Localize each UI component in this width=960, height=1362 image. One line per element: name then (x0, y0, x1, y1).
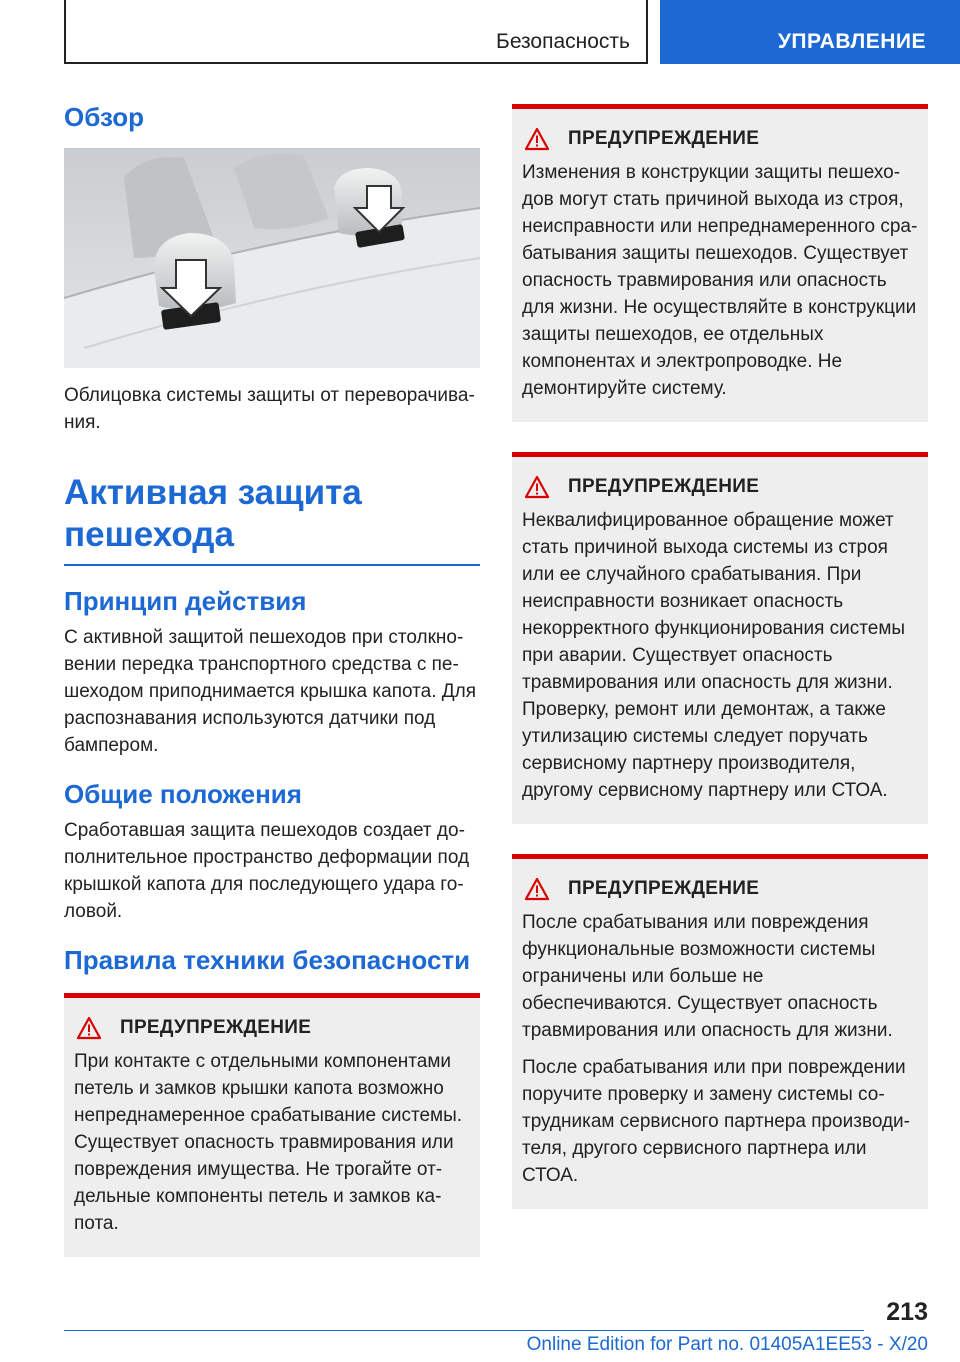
main-heading-block (64, 472, 480, 566)
warning-title: ПРЕДУПРЕЖДЕНИЕ (568, 476, 760, 497)
warning-triangle-icon (76, 1016, 102, 1040)
warning-triangle-icon (524, 127, 550, 151)
warning-box (64, 993, 480, 1257)
right-column (512, 104, 928, 1209)
warning-header (74, 1016, 470, 1040)
rollover-protection-photo (64, 148, 480, 368)
warning-title: ПРЕДУПРЕЖДЕНИЕ (568, 128, 760, 149)
warning-box (512, 452, 928, 824)
warning-title: ПРЕДУПРЕЖДЕНИЕ (568, 878, 760, 899)
footer-edition: Online Edition for Part no. 01405A1EE53 - X/20 (526, 1334, 928, 1355)
principle-section (64, 584, 480, 759)
warning-triangle-icon (524, 475, 550, 499)
principle-text: С активной защитой пешеходов при столкновении передка транспортного средства с пешеходом приподнимается крышка капота. Для распознавания используются датчики под бампером. (64, 627, 476, 756)
left-column (64, 100, 480, 1257)
header-chapter-box (660, 0, 960, 64)
warning-title: ПРЕДУПРЕЖДЕНИЕ (120, 1017, 312, 1038)
image-caption: Облицовка системы защиты от переворачивания. (64, 385, 475, 433)
warning-header (522, 475, 918, 499)
section-title: Безопасность (496, 30, 630, 53)
warning-text: При контакте с отдельными компонентами петель и замков крышки капота возможно непреднамеренное срабатывание системы. Существует опасность травмирования или повреждения имущества. Не трогайте отдельные компоненты петель и замков капота. (74, 1051, 463, 1234)
principle-title: Принцип действия (64, 586, 307, 616)
general-section (64, 777, 480, 925)
overview-title: Обзор (64, 102, 144, 132)
safety-title: Правила техники безопасности (64, 945, 471, 975)
warning-text: Неквалифицированное обращение может стать причиной выхода системы из строя или ее случайного срабатывания. При неисправности возникает опасность некорректного функционирования системы при аварии. Существует опасность травмирования или опасность для жизни. Проверку, ремонт или демонтаж, а также утилизацию системы следует поручать сервисному партнеру производителя, другому сервисному партнеру или СТОА. (522, 510, 906, 801)
warning-text: Изменения в конструкции защиты пешеходов могут стать причиной выхода из строя, неисправности или непреднамеренного срабатывания защиты пешеходов. Существует опасность травмирования или опасность для жизни. Не осуществляйте в конструкции защиты пешеходов, ее отдельных компонентах и электропроводке. Не демонтируйте систему. (522, 162, 918, 399)
warning-box (512, 104, 928, 422)
warning-text: После срабатывания или повреждения функциональные возможности системы ограничены или больше не обеспечиваются. Существует опасность травмирования или опасность для жизни. (522, 912, 893, 1041)
main-title: Активная защита пешехода (64, 473, 362, 554)
general-text: Сработавшая защита пешеходов создает дополнительное пространство деформации под крышкой капота для последующего удара головой. (64, 820, 470, 922)
warning-header (522, 127, 918, 151)
warning-box (512, 854, 928, 1209)
warning-text: После срабатывания или при повреждении поручите проверку и замену системы сотрудникам сервисного партнера производителя, другого сервисного партнера или СТОА. (522, 1057, 910, 1186)
chapter-title: УПРАВЛЕНИЕ (777, 30, 926, 53)
warning-header (522, 877, 918, 901)
safety-section (64, 943, 480, 977)
general-title: Общие положения (64, 779, 302, 809)
warning-triangle-icon (524, 877, 550, 901)
page-number: 213 (886, 1298, 928, 1326)
footer-divider (64, 1330, 864, 1331)
header-section-box (64, 0, 648, 64)
